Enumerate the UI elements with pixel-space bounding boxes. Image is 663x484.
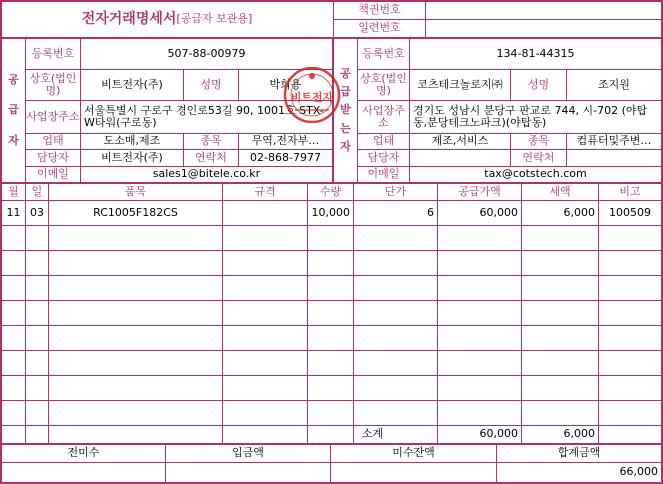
supplier-reg-no: 507-88-00979 xyxy=(167,46,246,60)
receiver-rep-label: 성명 xyxy=(527,77,550,91)
serial-no-label: 일련번호 xyxy=(358,21,401,35)
row-qty: 10,000 xyxy=(311,205,350,219)
supplier-rep-label: 성명 xyxy=(200,77,222,91)
total-label: 합계금액 xyxy=(557,446,601,460)
receiver-reg-no-label: 등록번호 xyxy=(362,46,405,60)
receiver-business-type-label: 업태 xyxy=(372,134,395,148)
supplier-address: 서울특별시 구로구 경인로53길 90, 1001호 STX-W타워(구로동) xyxy=(84,103,324,129)
col-header-day: 일 xyxy=(31,184,43,198)
receiver-contact xyxy=(567,150,661,166)
row-day: 03 xyxy=(30,205,44,219)
col-header-unit-price: 단가 xyxy=(384,184,407,198)
subtotal-supply: 60,000 xyxy=(479,427,518,441)
receiver-name: 코츠테크놀로지㈜ xyxy=(417,77,503,91)
supplier-name: 비트전자(주) xyxy=(101,77,163,91)
supplier-business-type: 도소매,제조 xyxy=(103,134,161,148)
supplier-email-label: 이메일 xyxy=(37,167,69,181)
receiver-reg-no: 134-81-44315 xyxy=(496,46,575,60)
serial-no-value xyxy=(426,20,661,37)
company-seal-stamp xyxy=(283,66,341,124)
supplier-email[interactable]: sales1@bitele.co.kr xyxy=(152,167,261,181)
receiver-business-type: 제조,서비스 xyxy=(431,134,489,148)
supplier-business-type-label: 업태 xyxy=(42,134,64,148)
receiver-email[interactable]: tax@cotstech.com xyxy=(484,167,587,181)
balance-value xyxy=(331,463,496,482)
subtotal-tax: 6,000 xyxy=(563,427,595,441)
receiver-business-item: 컴퓨터및주변… xyxy=(576,134,652,148)
col-header-supply: 공급가액 xyxy=(458,184,501,198)
total-value: 66,000 xyxy=(619,465,658,479)
receiver-email-label: 이메일 xyxy=(367,167,400,181)
unpaid-value xyxy=(2,463,165,482)
col-header-qty: 수량 xyxy=(319,184,342,198)
supplier-contact: 02-868-7977 xyxy=(250,150,321,164)
row-note: 100509 xyxy=(609,205,651,219)
supplier-name-label: 상호(법인명) xyxy=(29,71,77,97)
book-no-value xyxy=(426,2,661,19)
subtotal-label: 소계 xyxy=(361,427,384,441)
receiver-contact-label: 연락처 xyxy=(522,150,555,164)
supplier-contact-label: 연락처 xyxy=(195,150,227,164)
title-text: 전자거래명세서 xyxy=(81,10,177,27)
col-header-item: 품목 xyxy=(124,184,147,198)
receiver-address: 경기도 성남시 분당구 판교로 744, 시-702 (야탑동,분당테크노파크)(야탑동) xyxy=(413,103,648,129)
supplier-address-label: 사업장주소 xyxy=(26,109,80,123)
col-header-tax: 세액 xyxy=(549,184,571,198)
supplier-reg-no-label: 등록번호 xyxy=(31,46,75,60)
received-label: 입금액 xyxy=(232,446,264,460)
row-spec xyxy=(223,201,307,225)
supplier-side-label: 공 급 자 xyxy=(8,73,19,147)
col-header-month: 월 xyxy=(8,184,19,198)
supplier-business-item-label: 종목 xyxy=(200,134,222,148)
col-header-note: 비고 xyxy=(619,184,641,198)
unpaid-label: 전미수 xyxy=(67,446,100,460)
receiver-rep: 조지원 xyxy=(598,77,630,91)
receiver-name-label: 상호(법인명) xyxy=(360,71,407,97)
supplier-rep: 박희용 xyxy=(269,77,302,91)
book-no-label: 책권번호 xyxy=(358,3,401,17)
receiver-manager xyxy=(410,150,510,166)
subtitle-text: [공급자 보관용] xyxy=(176,12,253,26)
supplier-manager-label: 담당자 xyxy=(37,150,69,164)
seal-text: 비트전자 xyxy=(290,91,334,104)
supplier-business-item: 무역,전자부… xyxy=(251,134,320,148)
document-title xyxy=(2,2,332,37)
received-value xyxy=(166,463,330,482)
row-month: 11 xyxy=(6,205,21,219)
receiver-business-item-label: 종목 xyxy=(527,134,550,148)
balance-label: 미수잔액 xyxy=(392,446,435,460)
row-item: RC1005F182CS xyxy=(93,205,178,219)
row-unit-price: 6 xyxy=(427,205,434,219)
row-supply: 60,000 xyxy=(479,205,518,219)
receiver-manager-label: 담당자 xyxy=(367,150,400,164)
col-header-spec: 규격 xyxy=(254,184,276,198)
row-tax: 6,000 xyxy=(563,205,595,219)
supplier-manager: 비트전자(주) xyxy=(101,150,163,164)
receiver-side-label: 공 급 받 는 자 xyxy=(340,67,351,153)
receiver-address-label: 사업장주소 xyxy=(362,103,405,129)
